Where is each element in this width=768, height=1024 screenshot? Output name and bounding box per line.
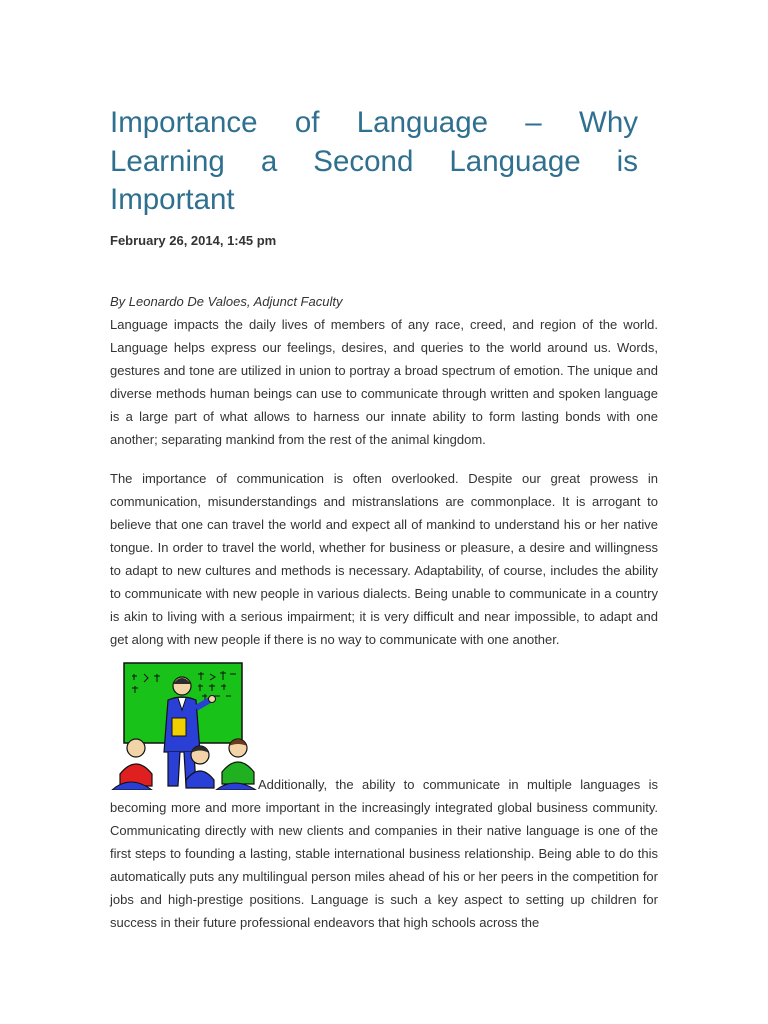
article-date: February 26, 2014, 1:45 pm <box>110 233 277 248</box>
article-title: Importance of Language – Why Learning a Second Language is Important <box>110 106 638 216</box>
paragraph-3: Additionally, the ability to communicate in multiple languages is becoming more and more important in the increasingly integrated global business community. Communicating directly with new clients and companies in their native language is one of the first steps to founding a lasting, stable international business relationship. Being able to do this automatically puts any multilingual person miles ahead of his or her peers in the competition for jobs and high-prestige positions. Language is such a key aspect to setting up children for success in their future professional endeavors that high schools across the <box>110 777 658 930</box>
paragraph-1: Language impacts the daily lives of members of any race, creed, and region of the world. Language helps express our feelings, desires, and queries to the world around us. Words, gestures and tone are utilized in union to portray a broad spectrum of emotion. The unique and diverse methods human beings can use to communicate through written and spoken language is a large part of what allows to harness our innate ability to form lasting bonds with one another; separating mankind from the rest of the animal kingdom. <box>110 317 658 447</box>
article-byline: By Leonardo De Valoes, Adjunct Faculty <box>110 294 343 309</box>
paragraph-2: The importance of communication is often overlooked. Despite our great prowess in communication, misunderstandings and mistranslations are commonplace. It is arrogant to believe that one can travel the world and expect all of mankind to understand his or her native tongue. In order to travel the world, whether for business or pleasure, a desire and willingness to adapt to new cultures and methods is necessary. Adaptability, of course, includes the ability to communicate with new people in various dialects. Being unable to communicate in a country is akin to living with a serious impairment; it is very difficult and near impossible, to adapt and get along with new people if there is no way to communicate with one another. <box>110 471 658 647</box>
teacher-classroom-clipart <box>110 662 258 790</box>
